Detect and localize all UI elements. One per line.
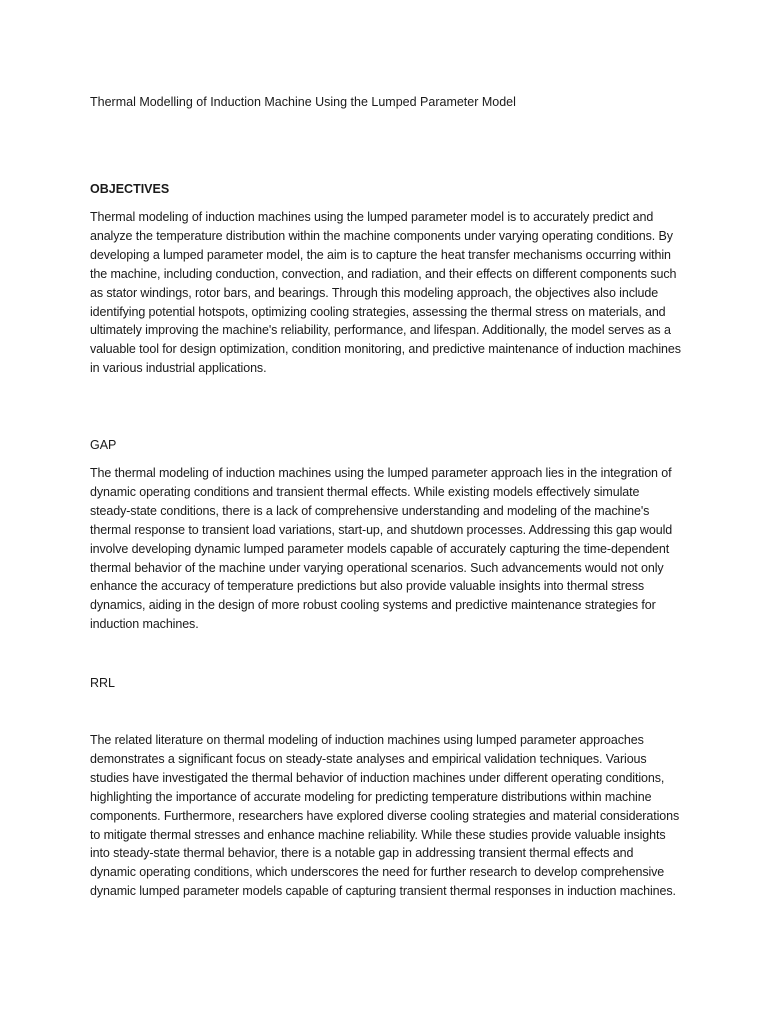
section-heading-gap: GAP — [90, 438, 117, 452]
section-heading-objectives: OBJECTIVES — [90, 182, 170, 196]
section-heading-rrl: RRL — [90, 676, 116, 690]
section-body-rrl — [90, 731, 682, 901]
section-body-gap — [90, 464, 682, 634]
objectives-paragraph: Thermal modeling of induction machines using the lumped parameter model is to accurately predict and analyze the temperature distribution within the machine components under varying operating conditions. By developing a lumped parameter model, the aim is to capture the heat transfer mechanisms occurring within the machine, including conduction, convection, and radiation, and their effects on different components such as stator windings, rotor bars, and bearings. Through this modeling approach, the objectives also include identifying potential hotspots, optimizing cooling strategies, assessing the thermal stress on materials, and ultimately improving the machine's reliability, performance, and lifespan. Additionally, the model serves as a valuable tool for design optimization, condition monitoring, and predictive maintenance of induction machines in various industrial applications. — [90, 210, 681, 376]
section-body-objectives — [90, 208, 682, 378]
rrl-paragraph: The related literature on thermal modeling of induction machines using lumped parameter approaches demonstrates a significant focus on steady-state analyses and empirical validation techniques. Various studies have investigated the thermal behavior of induction machines under different operating conditions, highlighting the importance of accurate modeling for predicting temperature distributions within machine components. Furthermore, researchers have explored diverse cooling strategies and material considerations to mitigate thermal stresses and enhance machine reliability. While these studies provide valuable insights into steady-state thermal behavior, there is a notable gap in addressing transient thermal effects and dynamic operating conditions, which underscores the need for further research to develop comprehensive dynamic lumped parameter models capable of capturing transient thermal responses in induction machines. — [90, 733, 680, 899]
document-title: Thermal Modelling of Induction Machine Using the Lumped Parameter Model — [90, 95, 516, 109]
gap-paragraph: The thermal modeling of induction machines using the lumped parameter approach lies in the integration of dynamic operating conditions and transient thermal effects. While existing models effectively simulate steady-state conditions, there is a lack of comprehensive understanding and modeling of the machine's thermal response to transient load variations, start-up, and shutdown processes. Addressing this gap would involve developing dynamic lumped parameter models capable of accurately capturing the time-dependent thermal behavior of the machine under varying operational scenarios. Such advancements would not only enhance the accuracy of temperature predictions but also provide valuable insights into thermal stress dynamics, aiding in the design of more robust cooling systems and predictive maintenance strategies for induction machines. — [90, 466, 673, 632]
